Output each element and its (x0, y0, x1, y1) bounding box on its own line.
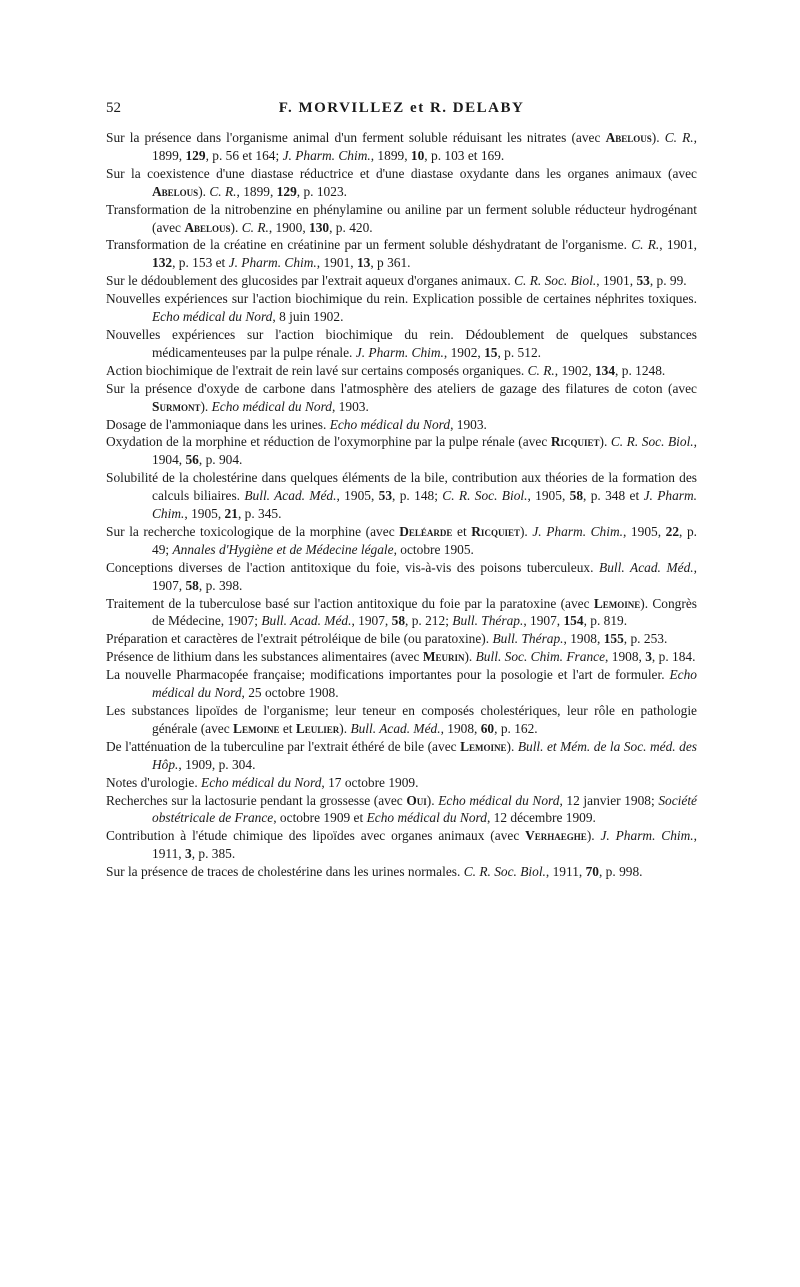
entry-text: , p. 1023. (296, 183, 347, 199)
volume-number: 15 (484, 344, 498, 360)
bibliography-entry (106, 774, 697, 792)
entry-text: , p. 1248. (615, 362, 666, 378)
journal-title: C. R. (664, 130, 694, 145)
entry-text: Transformation de la créatine en créatinine par un ferment soluble déshydratant de l'organisme. (106, 237, 632, 253)
entry-text: ). (651, 130, 665, 145)
entry-text: La nouvelle Pharmacopée française; modifications importantes pour la posologie et l'art de formuler. (106, 667, 670, 683)
entry-text: , p. 385. (191, 846, 236, 862)
entry-text: , 1911, (152, 828, 697, 862)
page-header (106, 100, 697, 122)
entry-text: Sur la coexistence d'une diastase réductrice et d'une diastase oxydante dans les organes animaux (avec (106, 165, 697, 181)
entry-text: , 1903. (331, 398, 369, 414)
entry-text: , p. 345. (237, 506, 282, 522)
entry-text: , 1900, (268, 219, 310, 235)
entry-text: , 1903. (450, 416, 487, 432)
entry-text: ). (230, 219, 242, 235)
bibliography-entry (106, 433, 697, 469)
entry-text: ). (506, 738, 518, 754)
volume-number: 58 (569, 488, 584, 504)
journal-title: Bull. et Mém. de la Soc. méd. des Hôp. (152, 738, 697, 772)
journal-title: J. Pharm. Chim. (152, 488, 697, 522)
bibliography-entry (106, 165, 697, 201)
journal-title: Bull. Acad. Méd. (599, 559, 694, 575)
journal-title: Echo médical du Nord (438, 792, 560, 808)
journal-title: J. Pharm. Chim. (600, 828, 694, 844)
journal-title: C. R. Soc. Biol. (463, 864, 546, 880)
entry-text: ). (599, 434, 611, 450)
entry-text: ). Congrès de Médecine, 1907; (152, 595, 697, 629)
coauthor-name: Leulier (295, 720, 340, 736)
entry-text: ). (339, 720, 351, 736)
entry-text: , p. 398. (198, 577, 243, 593)
entry-text: , 1911, (545, 864, 586, 880)
entry-text: Sur la présence dans l'organisme animal d'un ferment soluble réduisant les nitrates (avec (106, 130, 606, 145)
entry-text: Sur la présence de traces de cholestérine dans les urines normales. (106, 864, 464, 880)
journal-title: C. R. (527, 362, 555, 378)
journal-title: Bull. Acad. Méd. (261, 613, 352, 629)
journal-title: Echo médical du Nord (329, 416, 451, 432)
page-number: 52 (106, 100, 121, 116)
entry-text: Transformation de la nitrobenzine en phénylamine ou aniline par un ferment soluble réducteur hydrogénant (avec (106, 201, 697, 235)
entry-text: , 25 octobre 1908. (241, 685, 339, 701)
volume-number: 10 (410, 147, 425, 163)
entry-text: , 12 janvier 1908; (559, 792, 659, 808)
entry-text: , p. 819. (583, 613, 628, 629)
entry-text: , p. 253. (623, 631, 668, 647)
entry-text: , p. 153 et (172, 255, 229, 271)
entry-text: et (279, 720, 296, 736)
entry-text: , p. 420. (329, 219, 373, 235)
entry-text: , p. 56 et 164; (205, 147, 283, 163)
bibliography-entry (106, 469, 697, 523)
journal-title: C. R. Soc. Biol. (514, 273, 597, 289)
bibliography-entry (106, 702, 697, 738)
bibliography-entry (106, 290, 697, 326)
bibliography-entry (106, 380, 697, 416)
bibliography-entry (106, 595, 697, 631)
journal-title: C. R. (209, 183, 237, 199)
entry-text: Nouvelles expériences sur l'action biochimique du rein. Dédoublement de quelques substances médicamenteuses par la pulpe rénale. (106, 326, 697, 360)
entry-text: Sur la présence d'oxyde de carbone dans l'atmosphère des ateliers de gazage des filatures de coton (avec (106, 380, 697, 396)
journal-title: C. R. Soc. Biol. (442, 488, 528, 504)
entry-text: , 1901, (316, 255, 357, 271)
coauthor-name: Lemoine (233, 720, 280, 736)
entry-text: , p. 998. (598, 864, 643, 880)
entry-text: ). (464, 649, 476, 665)
volume-number: 134 (594, 362, 616, 378)
entry-text: , 1901, (659, 237, 698, 253)
bibliography-list (106, 129, 697, 881)
volume-number: 58 (185, 577, 199, 593)
entry-text: , 1905, (623, 523, 666, 539)
coauthor-name: Abelous (184, 219, 231, 235)
journal-title: Echo médical du Nord (366, 810, 487, 826)
bibliography-entry (106, 362, 697, 380)
entry-text: , 1905, (184, 506, 225, 522)
entry-text: Solubilité de la cholestérine dans quelques éléments de la bile, contribution aux théories de la formation des calculs biliaires. (106, 470, 697, 504)
coauthor-name: Abelous (605, 130, 652, 145)
bibliography-entry (106, 863, 697, 881)
volume-number: 13 (356, 255, 371, 271)
coauthor-name: Meurin (422, 649, 465, 665)
entry-text: , 17 octobre 1909. (321, 774, 419, 790)
entry-text: , 1909, p. 304. (178, 756, 256, 772)
coauthor-name: Deléarde (399, 523, 453, 539)
volume-number: 154 (563, 613, 584, 629)
entry-text: , 1899, (152, 130, 697, 163)
journal-title: Echo médical du Nord (152, 667, 697, 701)
entry-text: Les substances lipoïdes de l'organisme; leur teneur en composés cholestériques, leur rôle en pathologie générale (avec (106, 703, 697, 736)
journal-title: Société obstétricale de France (152, 792, 698, 826)
volume-number: 53 (636, 273, 650, 289)
volume-number: 129 (185, 147, 206, 163)
journal-title: Bull. Thérap. (452, 613, 524, 629)
bibliography-entry (106, 523, 697, 559)
entry-text: , p. 162. (494, 720, 538, 736)
journal-title: Echo médical du Nord (211, 398, 332, 414)
bibliography-entry (106, 559, 697, 595)
bibliography-entry (106, 416, 697, 434)
entry-text: , 1902, (554, 362, 595, 378)
entry-text: Action biochimique de l'extrait de rein lavé sur certains composés organiques. (106, 362, 528, 378)
entry-text: ). (198, 183, 210, 199)
volume-number: 130 (309, 219, 330, 235)
coauthor-name: Surmont (152, 398, 201, 414)
entry-text: ). (586, 828, 601, 844)
coauthor-name: Ricquiet (471, 523, 520, 539)
journal-title: Bull. Acad. Méd. (350, 720, 441, 736)
entry-text: ). (519, 523, 533, 539)
journal-title: Echo médical du Nord (201, 774, 322, 790)
entry-text: Dosage de l'ammoniaque dans les urines. (106, 416, 330, 432)
volume-number: 60 (480, 720, 495, 736)
volume-number: 58 (391, 613, 406, 629)
entry-text: , 1907, (523, 613, 564, 629)
entry-text: Conceptions diverses de l'action antitoxique du foie, vis-à-vis des poisons tuberculeux. (106, 559, 600, 575)
journal-title: J. Pharm. Chim. (228, 255, 317, 271)
coauthor-name: Abelous (152, 183, 199, 199)
entry-text: , p. 99. (649, 273, 687, 289)
running-title: F. MORVILLEZ et R. DELABY (278, 100, 525, 116)
bibliography-entry (106, 827, 697, 863)
bibliography-entry (106, 129, 697, 165)
volume-number: 3 (184, 846, 192, 862)
entry-text: Préparation et caractères de l'extrait pétroléique de bile (ou paratoxine). (106, 631, 493, 647)
bibliography-entry (106, 738, 697, 774)
entry-text: Notes d'urologie. (106, 774, 202, 790)
bibliography-entry (106, 630, 697, 648)
entry-text: , p. 212; (405, 613, 453, 629)
entry-text: Traitement de la tuberculose basé sur l'action antitoxique du foie par la paratoxine (avec (106, 595, 594, 611)
volume-number: 155 (603, 631, 624, 647)
bibliography-entry (106, 201, 697, 237)
volume-number: 129 (276, 183, 297, 199)
bibliography-entry (106, 236, 697, 272)
entry-text: , 1899, (236, 183, 277, 199)
coauthor-name: Verhaeghe (525, 828, 587, 844)
entry-text: , p. 103 et 169. (424, 147, 505, 163)
entry-text: , 1908, (605, 649, 646, 665)
entry-text: , p. 348 et (583, 488, 644, 504)
entry-text: Présence de lithium dans les substances alimentaires (avec (106, 649, 423, 665)
bibliography-entry (106, 326, 697, 362)
volume-number: 3 (645, 649, 652, 665)
volume-number: 53 (378, 488, 393, 504)
journal-title: Bull. Acad. Méd. (244, 488, 337, 504)
entry-text: ). (200, 398, 212, 414)
bibliography-entry (106, 648, 697, 666)
journal-title: J. Pharm. Chim. (282, 147, 371, 163)
entry-text: , 1905, (527, 488, 570, 504)
journal-title: Bull. Soc. Chim. France (475, 649, 606, 665)
journal-title: C. R. (241, 219, 269, 235)
volume-number: 132 (152, 255, 173, 271)
entry-text: , 1901, (596, 273, 637, 289)
journal-title: J. Pharm. Chim. (532, 523, 623, 539)
journal-title: Annales d'Hygiène et de Médecine légale (172, 541, 394, 557)
bibliography-entry (106, 792, 697, 828)
entry-text: Contribution à l'étude chimique des lipoïdes avec organes animaux (avec (106, 828, 526, 844)
entry-text: , 8 juin 1902. (272, 309, 344, 325)
entry-text: , 1899, (370, 147, 411, 163)
entry-text: , p. 49; (152, 523, 698, 557)
entry-text: , p. 904. (198, 452, 243, 468)
bibliography-entry (106, 272, 697, 290)
journal-title: C. R. (631, 237, 660, 253)
entry-text: ). (426, 792, 439, 808)
journal-title: Bull. Thérap. (492, 631, 564, 647)
coauthor-name: Lemoine (460, 738, 507, 754)
entry-text: , p. 512. (497, 344, 541, 360)
entry-text: Nouvelles expériences sur l'action biochimique du rein. Explication possible de certaines néphrites toxiques. (106, 291, 697, 307)
journal-title: J. Pharm. Chim. (355, 344, 444, 360)
entry-text: , octobre 1909 et (273, 810, 367, 826)
volume-number: 56 (185, 452, 199, 468)
bibliography-entry (106, 666, 697, 702)
entry-text: Sur la recherche toxicologique de la morphine (avec (106, 523, 400, 539)
entry-text: , p. 184. (651, 649, 696, 665)
volume-number: 22 (665, 523, 680, 539)
entry-text: , 1904, (152, 434, 697, 468)
entry-text: , 1907, (152, 559, 697, 593)
coauthor-name: Ricquiet (550, 434, 600, 450)
entry-text: , p 361. (370, 255, 411, 271)
entry-text: et (452, 523, 472, 539)
entry-text: Sur le dédoublement des glucosides par l'extrait aqueux d'organes animaux. (106, 273, 515, 289)
entry-text: , 1902, (443, 344, 485, 360)
entry-text: , 1908, (440, 720, 481, 736)
entry-text: , 1908, (563, 631, 604, 647)
entry-text: , octobre 1905. (393, 541, 474, 557)
coauthor-name: Oui (406, 792, 427, 808)
entry-text: , 1907, (351, 613, 392, 629)
journal-title: Echo médical du Nord (152, 309, 273, 325)
coauthor-name: Lemoine (593, 595, 641, 611)
volume-number: 21 (224, 506, 238, 522)
journal-title: C. R. Soc. Biol. (610, 434, 694, 450)
entry-text: , p. 148; (392, 488, 443, 504)
entry-text: , 12 décembre 1909. (486, 810, 596, 826)
volume-number: 70 (585, 864, 599, 880)
entry-text: Recherches sur la lactosurie pendant la grossesse (avec (106, 792, 407, 808)
entry-text: Oxydation de la morphine et réduction de l'oxymorphine par la pulpe rénale (avec (106, 434, 551, 450)
entry-text: De l'atténuation de la tuberculine par l'extrait éthéré de bile (avec (106, 738, 461, 754)
entry-text: , 1905, (336, 488, 379, 504)
